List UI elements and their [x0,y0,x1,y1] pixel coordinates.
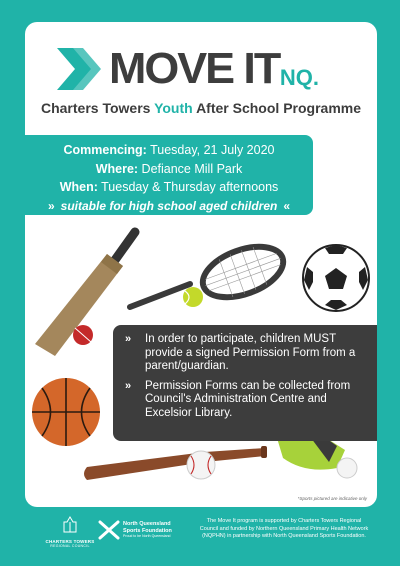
council-logo [40,516,100,548]
nqsf-logo [98,520,172,540]
basketball-icon [32,378,100,446]
logo-title: MOVE IT [109,44,280,93]
chevron-right-icon: » [125,333,132,345]
council-name: CHARTERS TOWERS [45,539,95,544]
nqsf-tagline: Proud to be North Queensland [123,534,171,538]
disclaimer: *Sports pictured are indicative only [297,496,367,501]
nqsf-name-1: North Queensland [123,521,171,527]
subtitle-highlight: Youth [154,100,193,116]
support-statement: The Move It program is supported by Charters Towers Regional Council and funded by Northern Queensland Primary Health Network (NQPHN) in partnership with North Queensland Sports Foundation. [199,518,369,539]
where-value: Defiance Mill Park [138,161,243,176]
permission-note-panel [113,325,377,441]
logo-suffix: NQ. [279,65,320,90]
chevron-left-mark: » [47,198,55,213]
soccer-ball-icon [303,245,369,311]
when-value: Tuesday & Thursday afternoons [97,180,279,194]
suitable-text: suitable for high school aged children [60,198,278,213]
commencing-value: Tuesday, 21 July 2020 [146,143,275,157]
baseball-icon [187,451,215,479]
note-bullet-2: Permission Forms can be collected from Council's Administration Centre and Excelsior Library. [145,379,351,419]
council-sub: REGIONAL COUNCIL [50,544,90,548]
nqsf-mark-icon [98,520,120,540]
note-bullet-1: In order to participate, children MUST provide a signed Permission Form from a parent/guardian. [145,333,356,372]
chevron-right-icon: » [125,379,132,392]
where-label: Where: [95,161,139,176]
footer [0,510,400,566]
when-label: When: [59,180,98,194]
nqsf-name-2: Sports Foundation [123,527,172,534]
note-item [125,333,367,374]
subtitle-post: After School Programme [192,100,361,116]
chevron-right-mark: « [283,198,291,213]
tennis-racket-icon [130,237,290,307]
golf-ball-icon [337,458,357,478]
council-crest-icon [61,516,79,534]
tennis-ball-icon [183,287,203,307]
commencing-label: Commencing: [63,143,147,157]
baseball-bat-icon [84,446,267,480]
subtitle-pre: Charters Towers [40,100,155,116]
poster-card [25,22,377,507]
note-item [125,380,367,421]
cricket-ball-icon [73,325,93,345]
